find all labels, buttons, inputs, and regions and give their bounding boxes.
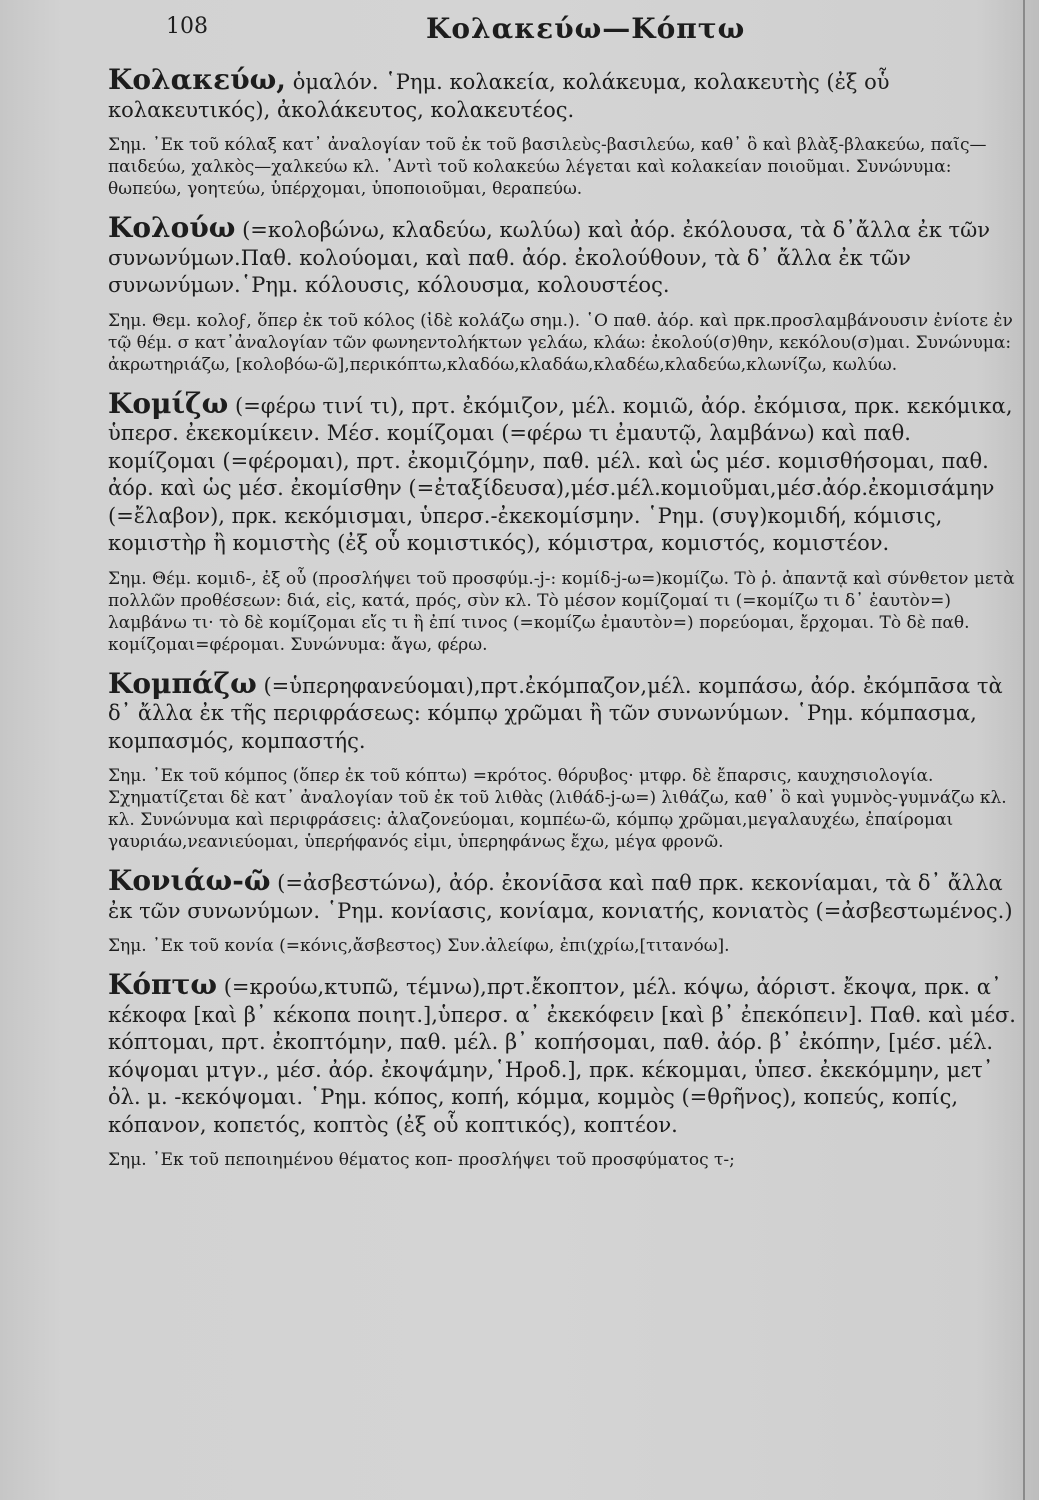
page-number: 108 bbox=[166, 14, 208, 39]
note-text: ᾿Εκ τοῦ κόλαξ κατ᾿ ἀναλογίαν τοῦ ἐκ τοῦ βασιλεὺς-βασιλεύω, καθ᾿ ὃ καὶ βλὰξ-βλακεύω, παῖς—παιδεύω, χαλκὸς—χαλκεύω κλ. ᾿Αντὶ τοῦ κολακεύω λέγεται καὶ κολακείαν ποιοῦμαι. Συνώνυμα: θωπεύω, γοητεύω, ὑπέρχομαι, ὑποποιοῦμαι, θεραπεύω. bbox=[108, 135, 987, 199]
entry-body: (=κρούω,κτυπῶ, τέμνω),πρτ.ἔκοπτον, μέλ. κόψω, ἀόριστ. ἔκοψα, πρκ. α᾿ κέκοφα [καὶ β᾿ κέκοπα ποιητ.],ὑπερσ. α᾿ ἐκεκόφειν [καὶ β᾿ ἐπεκόπειν]. Παθ. καὶ μέσ. κόπτομαι, πρτ. ἐκοπτόμην, παθ. μέλ. β᾿ κοπήσομαι, παθ. ἀόρ. β᾿ ἐκόπην, [μέσ. μέλ. κόψομαι μτγν., μέσ. ἀόρ. ἐκοψάμην,῾Ηροδ.], πρκ. κέκομμαι, ὑπεσ. ἐκεκόμμην, μετ᾿ ὀλ. μ. -κεκόψομαι. ῾Ρημ. κόπος, κοπή, κόμμα, κομμὸς (=θρῆνος), κοπεύς, κοπίς, κόπανον, κοπετός, κοπτὸς (ἐξ οὗ κοπτικός), κοπτέον. bbox=[108, 975, 1016, 1137]
entry-kopto bbox=[108, 968, 1017, 1171]
note-label: Σημ. bbox=[108, 135, 147, 155]
note-text: ᾿Εκ τοῦ κονία (=κόνις,ἄσβεστος) Συν.ἀλείφω, ἐπι(χρίω,[τιτανόω]. bbox=[152, 936, 730, 956]
entry-note bbox=[108, 765, 1017, 853]
note-text: Θέμ. κομιδ-, ἐξ οὗ (προσλήψει τοῦ προσφύμ.-j-: κομίδ-j-ω=)κομίζω. Τὸ ῥ. ἀπαντᾷ καὶ σύνθετον μετὰ πολλῶν προθέσεων: διά, εἰς, κατά, πρός, σὺν κλ. Τὸ μέσον κομίζομαί τι (=κομίζω τι δ᾿ ἑαυτὸν=) λαμβάνω τι· τὸ δὲ κομίζομαι εἴς τι ἢ ἐπί τινος (=κομίζω ἐμαυτὸν=) πορεύομαι, ἔρχομαι. Τὸ δὲ παθ. κομίζομαι=φέρομαι. Συνώνυμα: ἄγω, φέρω. bbox=[108, 568, 1015, 655]
headword: Κομίζω bbox=[108, 386, 229, 420]
entry-note bbox=[108, 310, 1017, 376]
note-label: Σημ. bbox=[108, 766, 147, 786]
entry-body: (=ἀσβεστώνω), ἀόρ. ἐκονίᾱσα καὶ παθ πρκ. κεκονίαμαι, τὰ δ᾿ ἄλλα ἐκ τῶν συνωνύμων. ῾Ρημ. κονίασις, κονίαμα, κονιατής, κονιατὸς (=ἀσβεστωμένος.) bbox=[108, 871, 1013, 923]
entry-note bbox=[108, 134, 1017, 200]
note-label: Σημ. bbox=[108, 1150, 147, 1170]
entry-body: (=φέρω τινί τι), πρτ. ἐκόμιζον, μέλ. κομιῶ, ἀόρ. ἐκόμισα, πρκ. κεκόμικα, ὑπερσ. ἐκεκομίκειν. Μέσ. κομίζομαι (=φέρω τι ἐμαυτῷ, λαμβάνω) καὶ παθ. κομίζομαι (=φέρομαι), πρτ. ἐκομιζόμην, παθ. μέλ. καὶ ὡς μέσ. κομισθήσομαι, παθ. ἀόρ. καὶ ὡς μέσ. ἐκομίσθην (=ἐταξίδευσα),μέσ.μέλ.κομιοῦμαι,μέσ.ἀόρ.ἐκομισάμην (=ἔλαβον), πρκ. κεκόμισμαι, ὑπερσ.-ἐκεκομίσμην. ῾Ρημ. (συγ)κομιδή, κόμισις, κομιστὴρ ἢ κομιστὴς (ἐξ οὗ κομιστικός), κόμιστρα, κομιστός, κομιστέον. bbox=[108, 393, 1013, 555]
headword: Κονιάω-ῶ bbox=[108, 864, 271, 897]
note-label: Σημ. bbox=[108, 936, 147, 956]
page-header bbox=[108, 0, 1017, 52]
entry-body: ὁμαλόν. ῾Ρημ. κολακεία, κολάκευμα, κολακευτὴς (ἐξ οὗ κολακευτικός), ἀκολάκευτος, κολακευτέος. bbox=[108, 70, 890, 122]
entry-body: (=ὑπερηφανεύομαι),πρτ.ἐκόμπαζον,μέλ. κομπάσω, ἀόρ. ἐκόμπᾱσα τὰ δ᾿ ἄλλα ἐκ τῆς περιφράσεως: κόμπῳ χρῶμαι ἢ τῶν συνωνύμων. ῾Ρημ. κόμπασμα, κομπασμός, κομπαστής. bbox=[108, 673, 1003, 753]
running-title: Κολακεύω—Κόπτω bbox=[426, 12, 746, 45]
entry-koniao bbox=[108, 864, 1017, 957]
entry-note bbox=[108, 935, 1017, 957]
entry-body: (=κολοβώνω, κλαδεύω, κωλύω) καὶ ἀόρ. ἐκόλουσα, τὰ δ᾿ἄλλα ἐκ τῶν συνωνύμων.Παθ. κολούομαι, καὶ παθ. ἀόρ. ἐκολούθουν, τὰ δ᾿ ἄλλα ἐκ τῶν συνωνύμων.῾Ρημ. κόλουσις, κόλουσμα, κολουστέος. bbox=[108, 218, 991, 297]
headword: Κόπτω bbox=[108, 968, 218, 1001]
entry-note bbox=[108, 1149, 1017, 1171]
note-text: Θεμ. κολοϝ, ὅπερ ἐκ τοῦ κόλος (ἰδὲ κολάζω σημ.). ῾Ο παθ. ἀόρ. καὶ πρκ.προσλαμβάνουσιν ἐνίοτε ἐν τῷ θέμ. σ κατ᾿ἀναλογίαν τῶν φωνηεντολήκτων γελάω, κλάω: ἐκολού(σ)θην, κεκόλου(σ)μαι. Συνώνυμα: ἀκρωτηριάζω, [κολοβόω-ῶ],περικόπτω,κλαδόω,κλαδάω,κλαδέω,κλαδεύω,κλωνίζω, κωλύω. bbox=[108, 310, 1013, 375]
headword: Κολακεύω, bbox=[108, 63, 287, 96]
entry-kompazo bbox=[108, 666, 1017, 854]
note-label: Σημ. bbox=[108, 568, 147, 589]
note-label: Σημ. bbox=[108, 310, 147, 331]
note-text: ᾿Εκ τοῦ πεποιημένου θέματος κοπ- προσλήψει τοῦ προσφύματος τ-; bbox=[152, 1150, 735, 1170]
entry-komizo bbox=[108, 386, 1017, 656]
headword: Κολούω bbox=[108, 211, 236, 244]
entry-kolakeuo bbox=[108, 63, 1017, 200]
note-text: ᾿Εκ τοῦ κόμπος (ὅπερ ἐκ τοῦ κόπτω) =κρότος. θόρυβος· μτφρ. δὲ ἔπαρσις, καυχησιολογία. Σχηματίζεται δὲ κατ᾿ ἀναλογίαν τοῦ ἐκ τοῦ λιθὰς (λιθάδ-j-ω=) λιθάζω, καθ᾿ ὃ καὶ γυμνὸς-γυμνάζω κλ. κλ. Συνώνυμα καὶ περιφράσεις: ἀλαζονεύομαι, κομπέω-ῶ, κόμπῳ χρῶμαι,μεγαλαυχέω, ἐπαίρομαι γαυριάω,νεανιεύομαι, ὑπερήφανός εἰμι, ὑπερηφάνως ἔχω, μέγα φρονῶ. bbox=[108, 766, 1007, 852]
entry-note bbox=[108, 568, 1017, 656]
entry-kolouo bbox=[108, 211, 1017, 376]
headword: Κομπάζω bbox=[108, 666, 257, 700]
